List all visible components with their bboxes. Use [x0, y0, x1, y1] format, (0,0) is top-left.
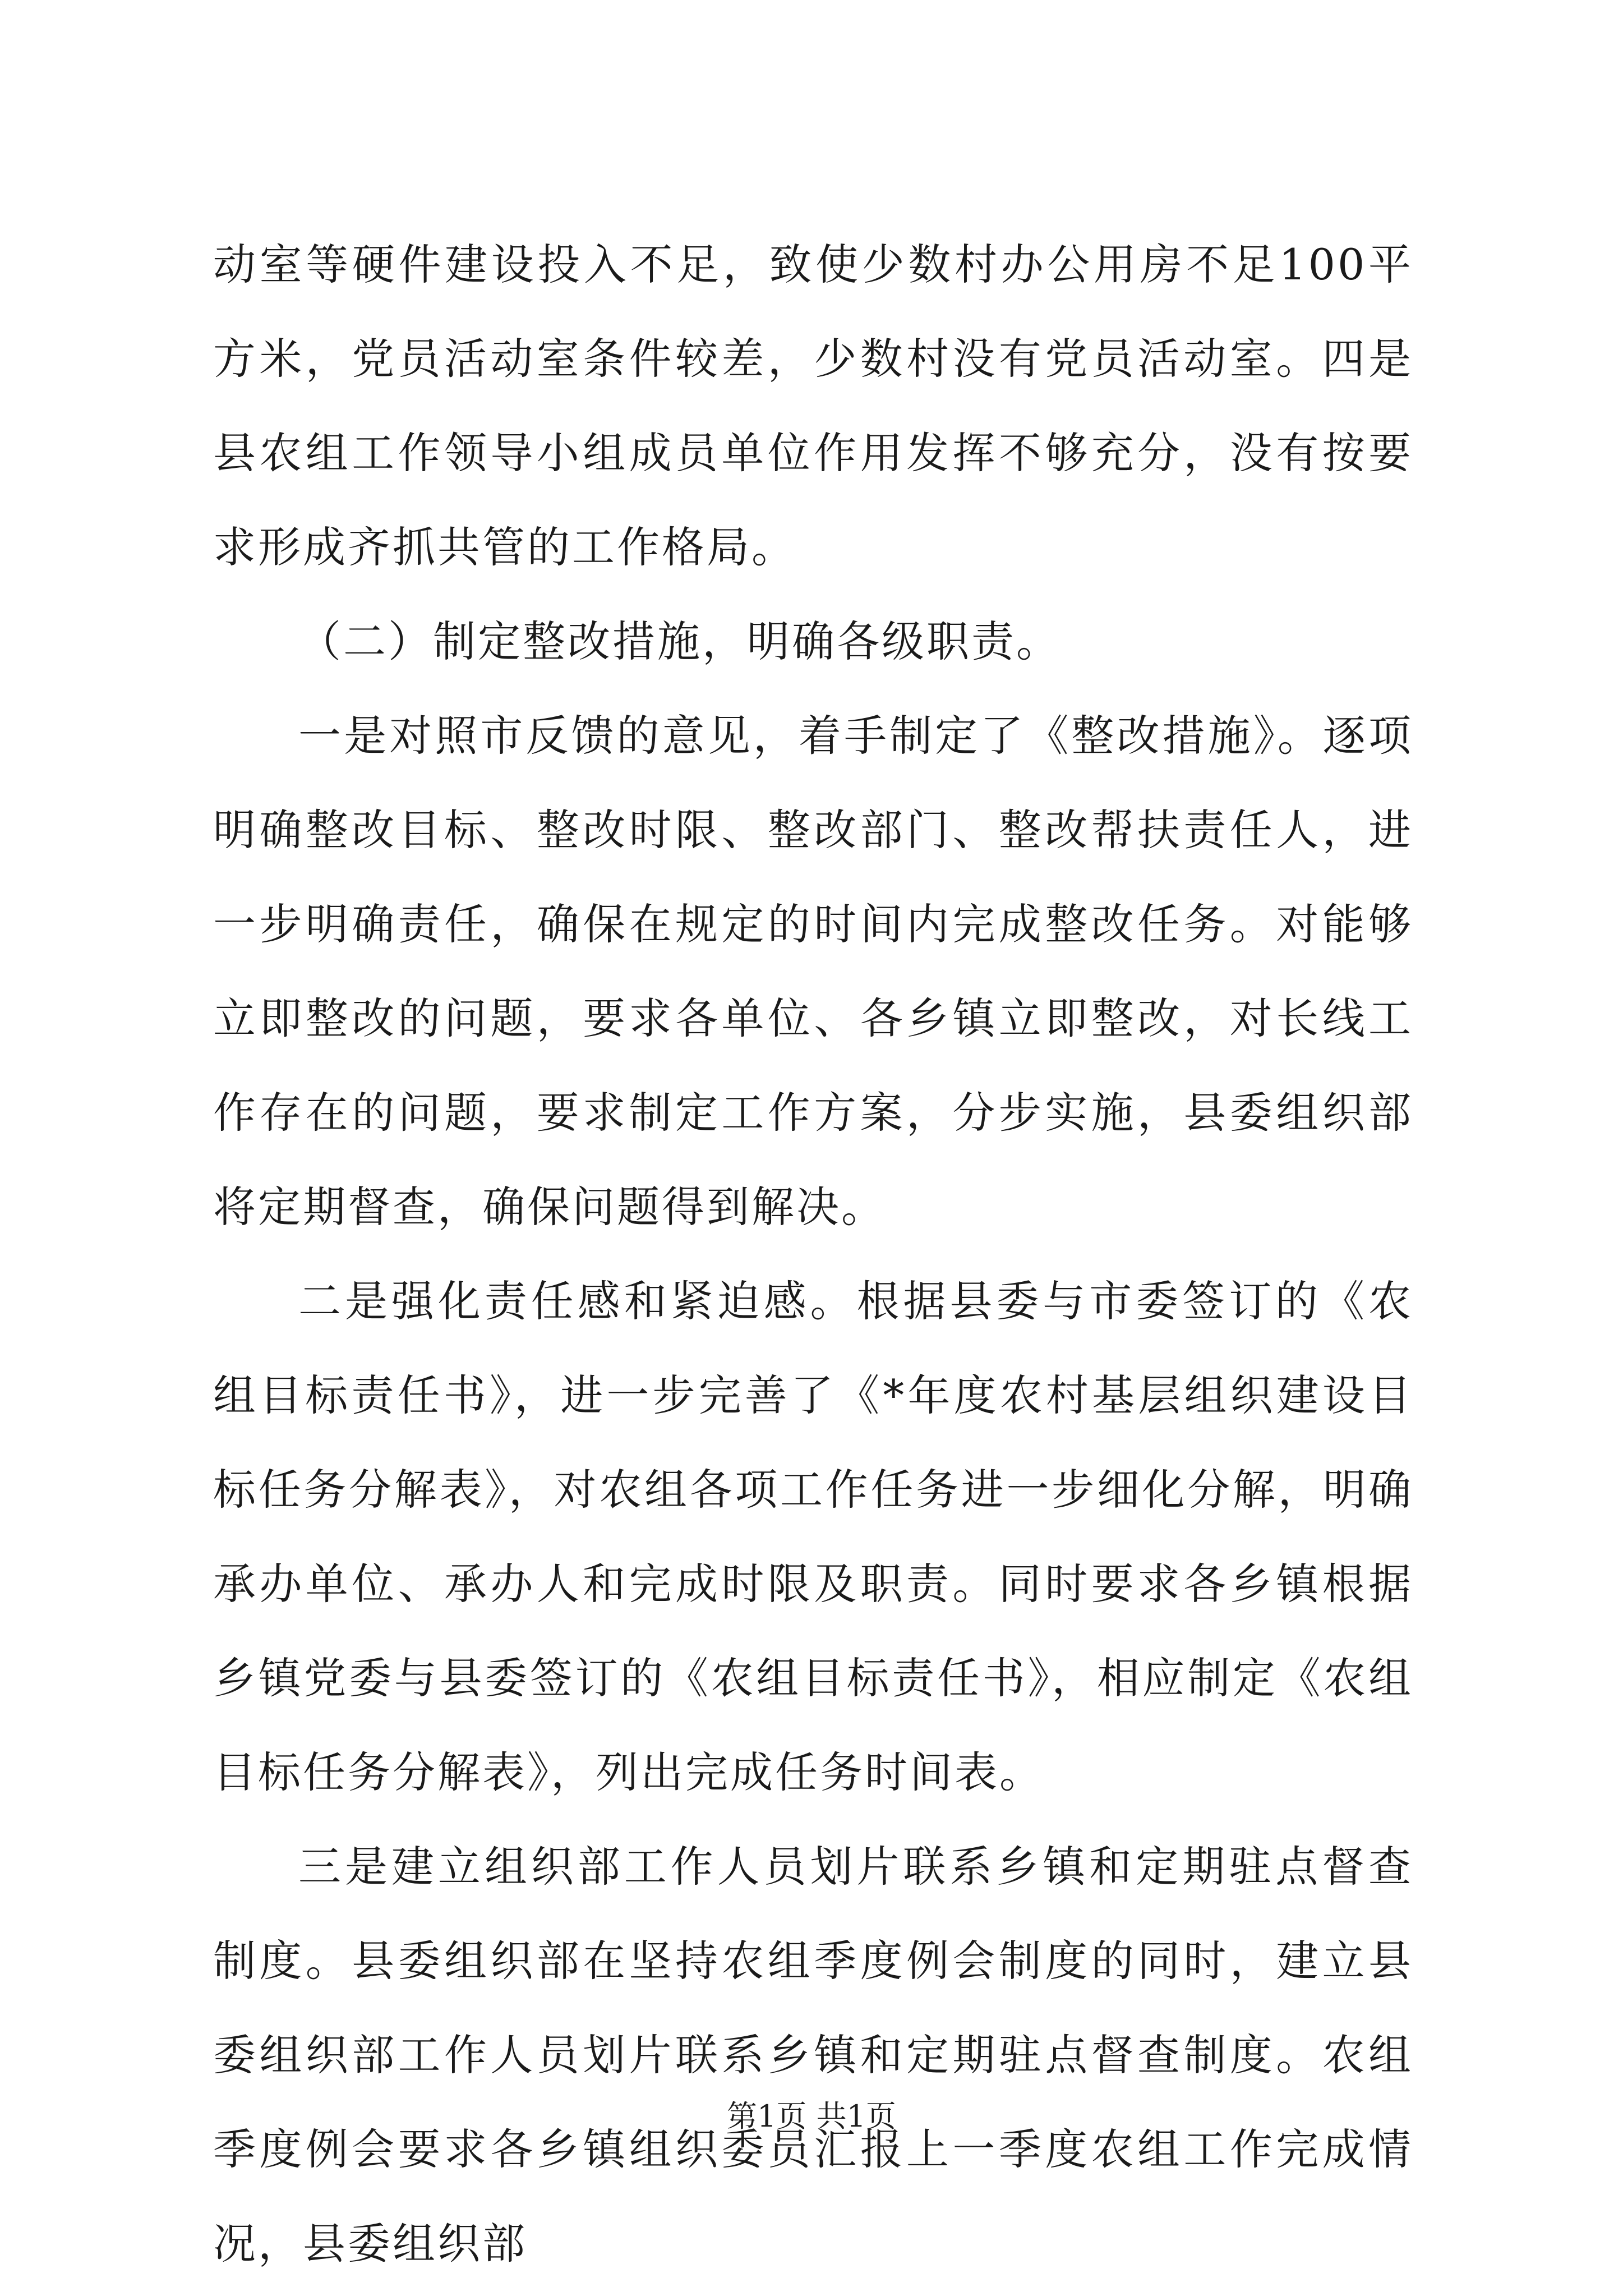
- paragraph-item-2: 二是强化责任感和紧迫感。根据县委与市委签订的《农组目标责任书》，进一步完善了《*年度农村基层组织建设目标任务分解表》，对农组各项工作任务进一步细化分解，明确承办单位、承办人和完成时限及职责。同时要求各乡镇根据乡镇党委与县委签订的《农组目标责任书》，相应制定《农组目标任务分解表》，列出完成任务时间表。: [213, 1276, 1413, 1797]
- paragraph-item-3: 三是建立组织部工作人员划片联系乡镇和定期驻点督查制度。县委组织部在坚持农组季度例会制度的同时，建立县委组织部工作人员划片联系乡镇和定期驻点督查制度。农组季度例会要求各乡镇组织委员汇报上一季度农组工作完成情况，县委组织部: [213, 1842, 1413, 2269]
- paragraph-continuation: 动室等硬件建设投入不足，致使少数村办公用房不足100平方米，党员活动室条件较差，少数村没有党员活动室。四是县农组工作领导小组成员单位作用发挥不够充分，没有按要求形成齐抓共管的工作格局。: [213, 240, 1413, 572]
- document-body: [213, 218, 1413, 2291]
- paragraph-item-1: 一是对照市反馈的意见，着手制定了《整改措施》。逐项明确整改目标、整改时限、整改部门、整改帮扶责任人，进一步明确责任，确保在规定的时间内完成整改任务。对能够立即整改的问题，要求各单位、各乡镇立即整改，对长线工作存在的问题，要求制定工作方案，分步实施，县委组织部将定期督查，确保问题得到解决。: [213, 711, 1413, 1232]
- section-heading: （二）制定整改措施，明确各级职责。: [298, 616, 1061, 666]
- page-footer: 第1页 共1页: [727, 2099, 896, 2134]
